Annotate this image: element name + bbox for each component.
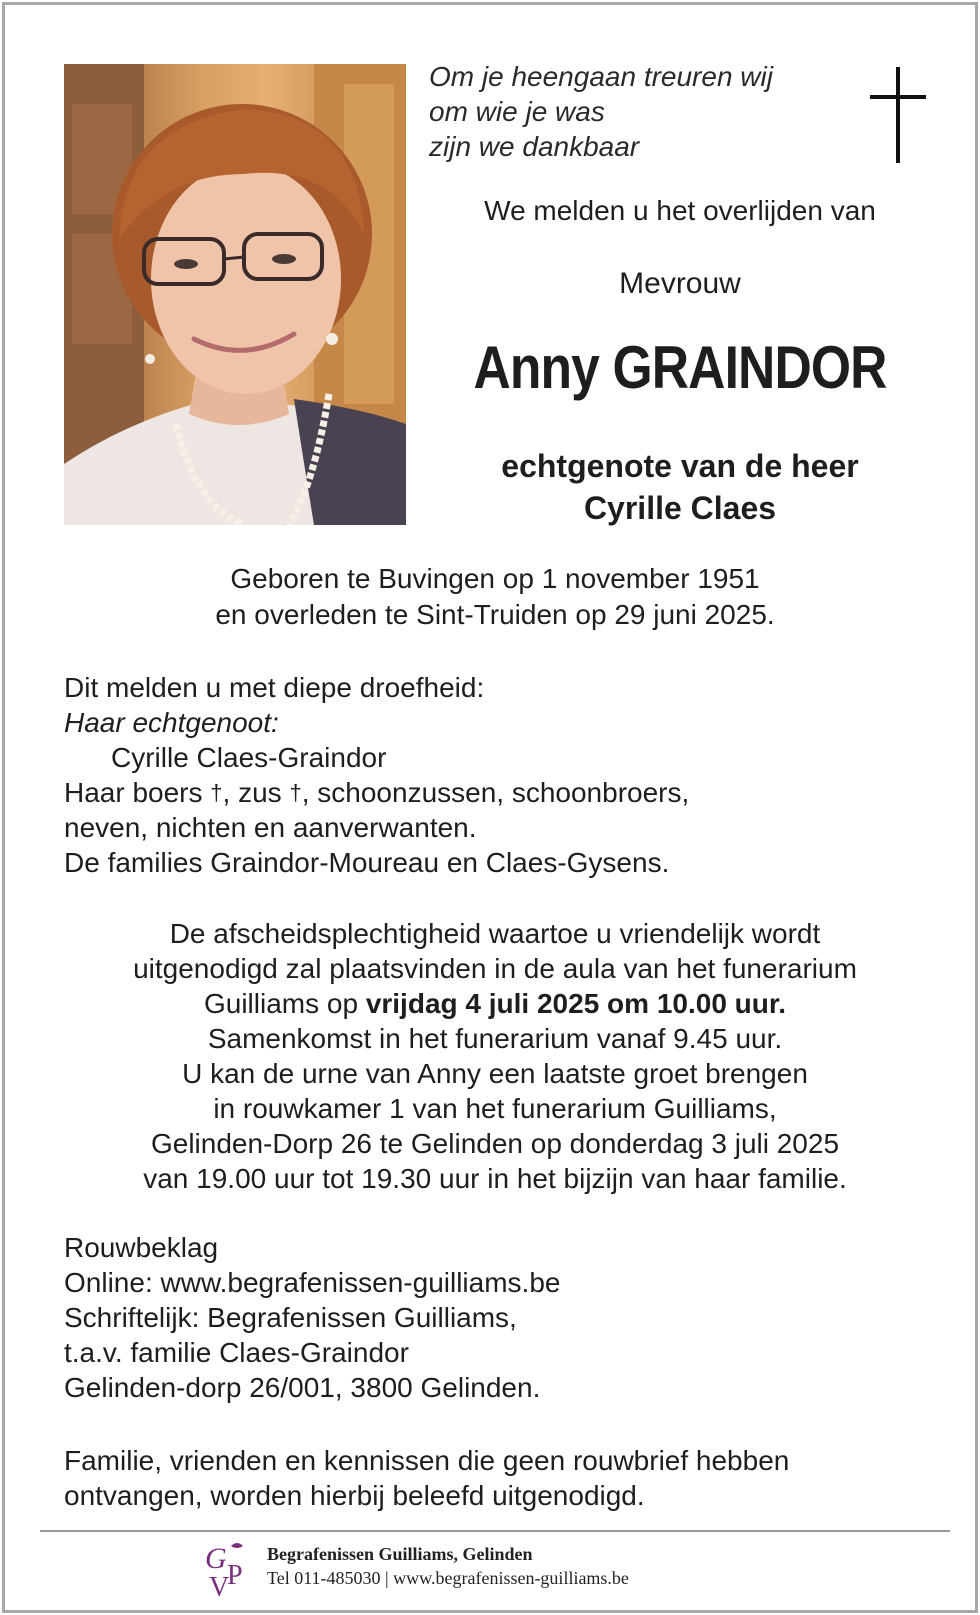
poem-line: zijn we dankbaar	[429, 131, 640, 162]
relatives-text: , zus	[222, 777, 290, 808]
spouse-name: Cyrille Claes	[583, 490, 777, 526]
divider	[40, 1530, 950, 1532]
obituary-card	[2, 2, 978, 1613]
condolence-written: Schriftelijk: Begrafenissen Guilliams,	[64, 1302, 517, 1333]
cross-icon	[870, 67, 926, 163]
poem-line: Om je heengaan treuren wij	[429, 61, 773, 92]
ceremony-line: De afscheidsplechtigheid waartoe u vriendelijk wordt	[169, 918, 821, 949]
poem	[429, 59, 773, 164]
relatives-line	[64, 775, 689, 810]
relatives-text: Haar boers	[64, 777, 211, 808]
condolence-online: Online: www.begrafenissen-guilliams.be	[64, 1267, 561, 1298]
relatives-text: , schoonzussen, schoonbroers,	[301, 777, 690, 808]
ceremony-line: Gelinden-Dorp 26 te Gelinden op donderdag 3 juli 2025	[150, 1128, 840, 1159]
ceremony-line: van 19.00 uur tot 19.30 uur in het bijzijn van haar familie.	[143, 1163, 847, 1194]
ceremony-line	[45, 986, 945, 1021]
relatives-line-2: neven, nichten en aanverwanten.	[64, 812, 477, 843]
birth-line: Geboren te Buvingen op 1 november 1951	[230, 563, 760, 594]
family-section	[64, 670, 689, 880]
svg-text:G: G	[205, 1542, 227, 1575]
poem-line: om wie je was	[429, 96, 605, 127]
spouse-line: echtgenote van de heer	[501, 448, 859, 484]
closing-line: ontvangen, worden hierbij beleefd uitgenodigd.	[64, 1480, 645, 1511]
ceremony-datetime: vrijdag 4 juli 2025 om 10.00 uur.	[365, 988, 787, 1019]
ceremony-section	[45, 916, 945, 1196]
announcement: We melden u het overlijden van	[484, 195, 876, 226]
condolence-attn: t.a.v. familie Claes-Graindor	[64, 1337, 409, 1368]
condolence-address: Gelinden-dorp 26/001, 3800 Gelinden.	[64, 1372, 541, 1403]
ceremony-line: Samenkomst in het funerarium vanaf 9.45 uur.	[207, 1023, 783, 1054]
family-intro: Dit melden u met diepe droefheid:	[64, 672, 485, 703]
funeral-home-name: Begrafenissen Guilliams, Gelinden	[267, 1544, 533, 1564]
husband-name: Cyrille Claes-Graindor	[111, 742, 387, 773]
closing-note	[64, 1443, 789, 1513]
ceremony-text: Guilliams op	[203, 988, 366, 1019]
families-line: De families Graindor-Moureau en Claes-Gysens.	[64, 847, 670, 878]
portrait-photo	[64, 64, 406, 525]
funeral-home-logo-icon	[203, 1540, 253, 1600]
funeral-home-contact: Tel 011-485030 | www.begrafenissen-guilliams.be	[267, 1568, 629, 1588]
dagger-icon: †	[289, 780, 302, 805]
condolence-heading: Rouwbeklag	[64, 1232, 219, 1263]
svg-text:V: V	[209, 1572, 230, 1600]
svg-text:P: P	[227, 1560, 243, 1591]
ceremony-line: in rouwkamer 1 van het funerarium Guilliams,	[213, 1093, 777, 1124]
spouse-info	[425, 445, 935, 529]
husband-label: Haar echtgenoot:	[64, 707, 279, 738]
ceremony-line: U kan de urne van Anny een laatste groet brengen	[182, 1058, 808, 1089]
dagger-icon: †	[210, 780, 223, 805]
condolence-section	[64, 1230, 560, 1405]
deceased-name: Anny GRAINDOR	[473, 334, 887, 401]
ceremony-line: uitgenodigd zal plaatsvinden in de aula van het funerarium	[133, 953, 857, 984]
honorific-title: Mevrouw	[619, 267, 741, 300]
birth-death-dates	[65, 561, 925, 633]
death-line: en overleden te Sint-Truiden op 29 juni 2025.	[215, 599, 775, 630]
closing-line: Familie, vrienden en kennissen die geen rouwbrief hebben	[64, 1445, 790, 1476]
funeral-home-info	[267, 1542, 629, 1591]
